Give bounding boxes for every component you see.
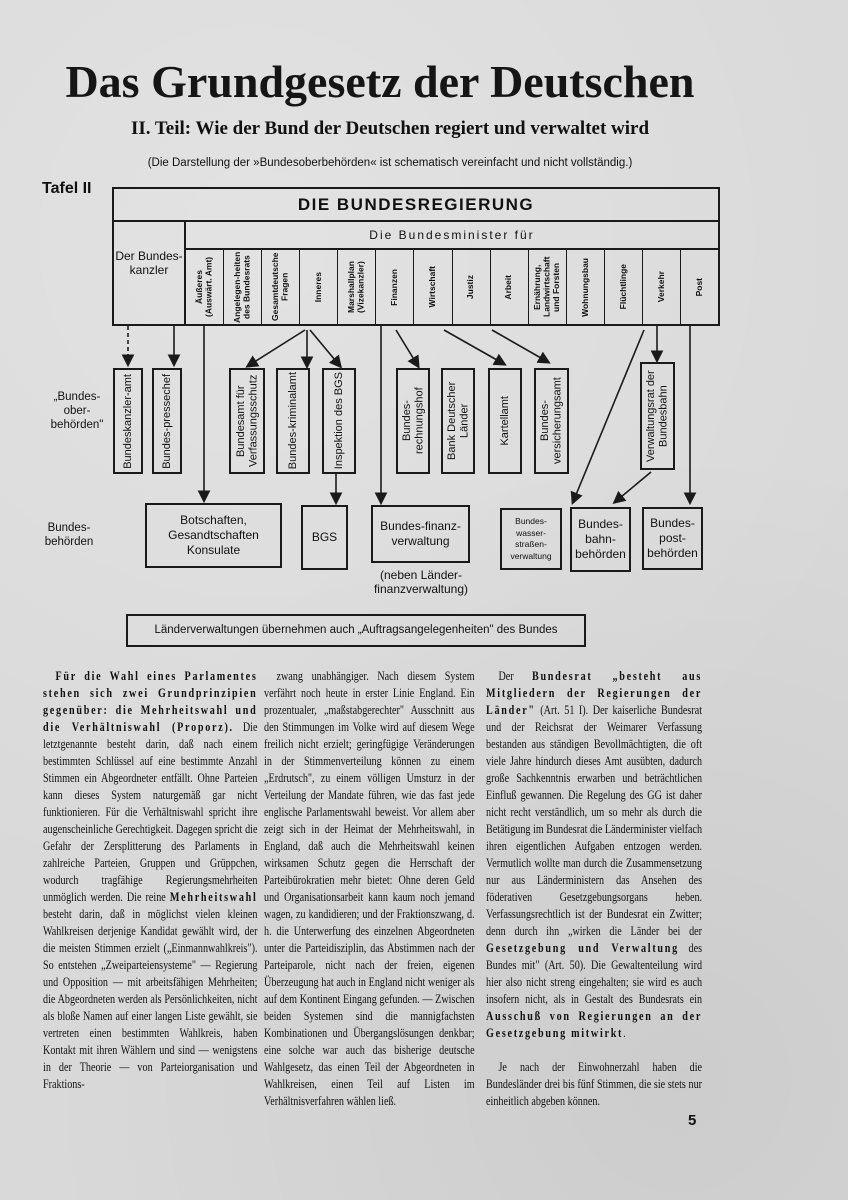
emphasized-text: Bundesrat „besteht aus Mitgliedern der Regierungen der Länder"	[486, 668, 703, 717]
arrow-bahnbehoerden	[615, 472, 651, 502]
paragraph	[43, 667, 258, 1092]
ministry-label: Flüchtlinge	[617, 264, 628, 310]
box-label: Bundes-wasser-straßen-verwaltung	[510, 516, 552, 561]
paragraph	[486, 667, 702, 1041]
arrow-inspektion	[310, 330, 340, 366]
box-label: Bundeskanzler-amt	[121, 373, 134, 469]
box-verfassungsschutz	[229, 368, 265, 474]
box-pressechef	[152, 368, 182, 474]
text: Je nach der Einwohnerzahl haben die Bundesländer drei bis fünf Stimmen, die sie stets nur einheitlich abgeben können.	[486, 1059, 703, 1108]
ministry-label: Finanzen	[389, 268, 400, 306]
article-column-2	[264, 667, 475, 1109]
box-label: BGS	[311, 530, 338, 544]
box-label: Bundes-bahn-behörden	[575, 517, 626, 561]
box-label: Bundes-post-behörden	[647, 516, 698, 560]
ministry-label: Wohnungsbau	[579, 257, 590, 317]
box-versicherungsamt	[534, 368, 569, 474]
text: besteht darin, daß in möglichst vielen kleinen Wahlkreisen derjenige Kandidat gewählt wird, der die meisten Stimmen erzielt („Einmannwahlkreis"). So entstehen „Zweiparteiensysteme" — Regierung und Opposition — mit arbeitsfähigen Mehrheiten; die Abgeordneten werden als Persönlichkeiten, nicht als bloße Namen auf einer langen Liste gewählt, sie vertreten einen bestimmten Wahlkreis, haben Kontakt mit ihren Wählern und sind — wenigstens in der Theorie — von Parteiorganisation und Fraktions-	[43, 906, 258, 1091]
text: (Art. 51 I). Der kaiserliche Bundesrat und der Reichsrat der Weimarer Verfassung bestanden aus ständigen Bevollmächtigten, die oft viele Jahre hindurch dieses Amt ausübten, dadurch große Sachkenntnis erwarben und beträchtlichen Einfluß gewannen. Die Regelung des GG ist daher nicht recht verständlich, um so mehr als durch die Betätigung im Bundesrat die Länderminister vielfach ihren eigentlichen Aufgaben entzogen werden. Vermutlich wollte man durch die Zusammensetzung nur aus Länderministern das Ansehen des föderativen Gesetzgebungsorgans heben. Verfassungsrechtlich ist der Bundesrat ein Zwitter; denn durch ihn „wirken die Länder bei der	[486, 702, 703, 938]
text: Die letztgenannte besteht darin, daß nach einem bestimmten Schlüssel auf eine bestimmte Anzahl Stimmen ein Abgeordneter entfällt. Ohne Parteien kann dieses System naturgemäß gar nicht funktionieren. Für die Verhältniswahl spricht ihre augenscheinliche Gerechtigkeit. Dagegen spricht die Gefahr der Zersplitterung des Parlaments in zahlreiche Parteien, Gruppen und Grüppchen, wodurch tragfähige Regierungsmehrheiten unmöglich werden. Die reine	[43, 719, 258, 904]
box-label: Verwaltungsrat der Bundesbahn	[645, 370, 670, 462]
box-bahnbehoerden	[570, 507, 631, 572]
arrow-kartellamt	[444, 330, 504, 364]
paragraph	[486, 1058, 702, 1109]
text: zwang unabhängiger. Nach diesem System verfährt noch heute in erster Linie England. Ein prozentualer, „maßstabgerechter" Ausschnitt aus den Stimmungen im Volke wird auf diesem Wege freilich nicht erzielt; geringfügige Veränderungen in der Stimmenverteilung können zu einem „Erdrutsch", zu einem völligen Umsturz in der Verteilung der Mandate führen, wie das fast jede englische Parlamentswahl beweist. Vor allem aber zeigt sich in der Heimat der Mehrheitswahl, in England, daß auch die Mehrheitswahl keinen wirksamen Schutz gegen die Herrschaft der Parteibürokratien mehr bietet: Ohne deren Geld und Organisationsarbeit kann kaum noch jemand wagen, zu kandidieren; und der Fraktionszwang, d. h. die Unterwerfung des einzelnen Abgeordneten unter die Parteidisziplin, das Abstimmen nach der Parteiparole, nicht nach der freien, eigenen Überzeugung hat auch in England nicht weniger als auf dem Kontinent Eingang gefunden. — Zwischen beiden Systemen sind die mannigfachsten Kombinationen und Übergangslösungen denkbar; eine solche war auch das bisherige deutsche Wahlgesetz, das einen Teil der Abgeordneten in Wahlkreisen, einen Teil auf Listen im Verhältnisverfahren wählen ließ.	[264, 668, 475, 1108]
plate-label: Tafel II	[42, 180, 92, 197]
box-bundeskanzleramt	[113, 368, 143, 474]
emphasized-text: Gesetzgebung und Verwaltung	[486, 940, 679, 955]
box-postbehoerden	[642, 507, 703, 570]
ministry-label: Äußeres (Auswärt. Amt)	[194, 256, 214, 318]
paragraph	[264, 667, 475, 1109]
box-kartellamt	[488, 368, 522, 474]
box-kriminalamt	[276, 368, 310, 474]
box-label: Bundes-finanz-verwaltung	[380, 519, 461, 548]
emphasized-text: Für die Wahl eines Parlamentes stehen sich zwei Grundprinzipien gegenüber: die Mehrheitswahl und die Verhältniswahl (Proporz).	[43, 668, 258, 734]
box-label: Bank Deutscher Länder	[445, 381, 470, 461]
box-label: Bundes-versicherungsamt	[539, 377, 564, 465]
emphasized-text: Mehrheitswahl	[169, 889, 258, 904]
text: .	[623, 1025, 626, 1040]
arrow-versicherungsamt	[492, 330, 548, 362]
ministry-label: Angelegen-heiten des Bundesrats	[232, 251, 252, 323]
box-label: Bundes-pressechef	[160, 373, 173, 469]
ministers-heading: Die Bundesminister für	[186, 222, 718, 250]
ministry-label: Marshallplan (Vizekanzler)	[346, 261, 366, 313]
ministry-label: Gesamtdeutsche Fragen	[270, 252, 290, 322]
box-label: Bundesamt für Verfassungsschutz	[234, 374, 259, 468]
box-bank-deutscher-laender	[441, 368, 475, 474]
box-bgs	[301, 505, 348, 570]
box-label: Bundes-rechnungshof	[400, 387, 425, 455]
ministry-label: Post	[693, 277, 704, 297]
ministry-label: Wirtschaft	[427, 266, 438, 308]
article-column-1	[43, 667, 258, 1092]
box-verwaltungsrat-bundesbahn	[640, 362, 675, 470]
box-label: Kartellamt	[498, 396, 511, 446]
text: Der	[498, 668, 532, 683]
page-subtitle: II. Teil: Wie der Bund der Deutschen regiert und verwaltet wird	[130, 118, 650, 139]
arrow-rechnungshof	[396, 330, 418, 366]
federal-authorities-label: Bundes-behörden	[44, 522, 94, 548]
arrow-verfassungsschutz	[248, 330, 305, 366]
box-label: Botschaften, Gesandtschaften Konsulate	[168, 513, 259, 557]
article-column-3	[486, 667, 702, 1109]
ministry-label: Justiz	[465, 274, 476, 300]
box-inspektion-bgs	[322, 368, 356, 474]
box-label: Bundes-kriminalamt	[286, 372, 299, 470]
box-rechnungshof	[396, 368, 430, 474]
ministry-label: Inneres	[313, 271, 324, 303]
emphasized-text: Ausschuß von Regierungen an der Gesetzgebung mitwirkt	[486, 1008, 703, 1040]
box-finanzverwaltung	[371, 505, 470, 563]
box-botschaften	[145, 503, 282, 568]
upper-authorities-label: „Bundes-ober-behörden"	[50, 391, 104, 431]
government-heading: DIE BUNDESREGIERUNG	[114, 189, 718, 222]
ministry-label: Ernährung, Landwirtschaft und Forsten	[531, 256, 561, 318]
arrow-wasserstrassen	[573, 330, 644, 502]
ministry-label: Arbeit	[503, 274, 514, 300]
text: des Bundes mit" (Art. 50). Die Gewaltenteilung wird hier also nicht streng eingehalten; sie wird es auch insofern nicht, als in Gestalt des Bundesrats ein	[486, 940, 703, 1006]
page-title: Das Grundgesetz der Deutschen	[65, 56, 695, 107]
box-label: Inspektion des BGS	[332, 372, 345, 470]
diagram-note: (Die Darstellung der »Bundesoberbehörden« ist schematisch vereinfacht und nicht vollständig.)	[147, 157, 633, 169]
page-number: 5	[688, 1112, 697, 1129]
states-note-box: Länderverwaltungen übernehmen auch „Auftragsangelegenheiten" des Bundes	[126, 614, 586, 647]
finance-note: (neben Länder-finanzverwaltung)	[373, 568, 469, 596]
chancellor-cell: Der Bundes-kanzler	[114, 222, 186, 324]
ministry-label: Verkehr	[655, 271, 666, 303]
box-wasserstrassenverwaltung	[500, 508, 562, 570]
